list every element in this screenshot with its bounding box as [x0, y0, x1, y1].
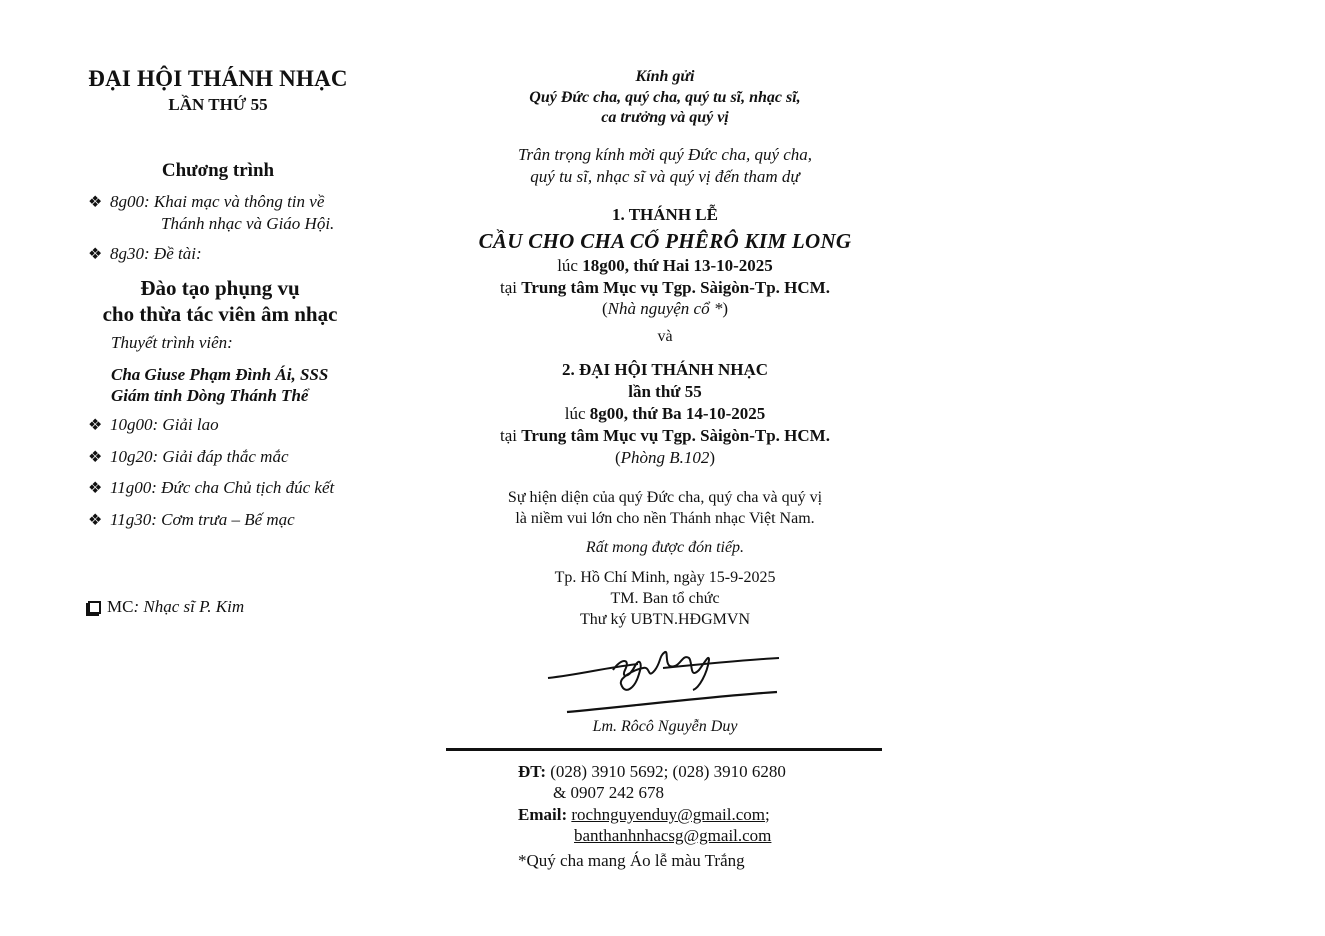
topic-title-line2: cho thừa tác viên âm nhạc	[102, 302, 338, 326]
program-item-text-continued: Thánh nhạc và Giáo Hội.	[161, 214, 335, 233]
event2-room-value: Phòng B.102	[620, 448, 710, 467]
diamond-bullet-icon: ❖	[88, 417, 103, 434]
diamond-bullet-icon: ❖	[88, 480, 103, 497]
diamond-bullet-icon: ❖	[88, 449, 103, 466]
welcome-line: Rất mong được đón tiếp.	[585, 539, 745, 556]
program-item	[88, 415, 219, 435]
phone-line2: & 0907 242 678	[553, 783, 664, 802]
conjunction-and: và	[657, 328, 673, 345]
diamond-bullet-icon: ❖	[88, 512, 103, 529]
paren-close: )	[722, 299, 729, 318]
recipients-line1: Quý Đức cha, quý cha, quý tu sĩ, nhạc sĩ,	[529, 89, 801, 106]
program-item-text: Đức cha Chủ tịch đúc kết	[161, 478, 335, 497]
paren-open: (	[614, 448, 621, 467]
program-column	[40, 0, 420, 936]
presence-line1: Sự hiện diện của quý Đức cha, quý cha và quý vị	[507, 489, 823, 506]
email-link-2[interactable]: banthanhnhacsg@gmail.com	[574, 826, 772, 845]
program-item	[88, 192, 324, 212]
phone-line1	[518, 762, 786, 782]
congress-edition: LẦN THỨ 55	[168, 95, 268, 114]
event1-time	[445, 256, 885, 276]
event1-place-prefix: tại	[500, 278, 522, 297]
topic-title	[70, 275, 370, 327]
diamond-bullet-icon: ❖	[88, 194, 103, 211]
program-item	[88, 244, 202, 264]
event1-room	[445, 299, 885, 319]
program-item-text: Giải đáp thắc mắc	[162, 447, 289, 466]
event1-heading: 1. THÁNH LỄ	[612, 205, 718, 224]
congress-title: ĐẠI HỘI THÁNH NHẠC	[88, 66, 348, 91]
event2-place-prefix: tại	[500, 426, 522, 445]
program-item-time: 11g00:	[110, 478, 157, 497]
event1-place	[445, 278, 885, 298]
speaker-label: Thuyết trình viên:	[111, 333, 233, 352]
event1-room-value: Nhà nguyện cổ *	[607, 299, 723, 318]
event2-heading: 2. ĐẠI HỘI THÁNH NHẠC	[561, 360, 769, 379]
event2-place	[445, 426, 885, 446]
invitation-line2: quý tu sĩ, nhạc sĩ và quý vị đến tham dự	[530, 167, 800, 186]
event2-subheading: lần thứ 55	[628, 382, 702, 401]
signer-name: Lm. Rôcô Nguyễn Duy	[592, 718, 738, 735]
mc-line	[88, 597, 244, 617]
program-item	[88, 447, 289, 467]
organizer-line: TM. Ban tổ chức	[610, 590, 720, 607]
recipients-line2: ca trưởng và quý vị	[601, 109, 729, 126]
paren-close: )	[709, 448, 716, 467]
email-link-1[interactable]: rochnguyenduy@gmail.com	[571, 805, 765, 824]
email-line1	[518, 805, 770, 825]
event2-time	[445, 404, 885, 424]
phone-label: ĐT:	[518, 762, 547, 781]
event2-time-value: 8g00, thứ Ba 14-10-2025	[589, 404, 766, 423]
event1-time-prefix: lúc	[557, 256, 583, 275]
program-item-text: Đề tài:	[153, 244, 202, 263]
program-item	[88, 478, 334, 498]
speaker-info	[111, 364, 328, 406]
phone-numbers: (028) 3910 5692; (028) 3910 6280	[550, 762, 786, 781]
program-heading: Chương trình	[161, 160, 275, 181]
program-item-text: Cơm trưa – Bế mạc	[161, 510, 295, 529]
email-label: Email:	[518, 805, 568, 824]
program-item-text: Giải lao	[162, 415, 219, 434]
email-separator: ;	[765, 805, 770, 824]
handwritten-signature	[543, 640, 783, 720]
topic-title-line1: Đào tạo phụng vụ	[140, 276, 300, 300]
program-item	[88, 510, 295, 530]
speaker-role: Giám tỉnh Dòng Thánh Thể	[111, 386, 309, 405]
program-item-text: Khai mạc và thông tin về	[153, 192, 325, 211]
checkbox-square-icon	[88, 601, 101, 614]
invitation-line1: Trân trọng kính mời quý Đức cha, quý cha,	[517, 145, 813, 164]
event2-place-value: Trung tâm Mục vụ Tgp. Sàigòn-Tp. HCM.	[521, 426, 830, 445]
event1-title: CẦU CHO CHA CỐ PHÊRÔ KIM LONG	[478, 229, 852, 253]
mc-value: : Nhạc sĩ P. Kim	[133, 597, 245, 616]
presence-line2: là niềm vui lớn cho nền Thánh nhạc Việt Nam.	[515, 510, 815, 527]
mc-label: MC	[107, 597, 134, 616]
event2-time-prefix: lúc	[564, 404, 590, 423]
diamond-bullet-icon: ❖	[88, 246, 103, 263]
date-line: Tp. Hồ Chí Minh, ngày 15-9-2025	[554, 569, 776, 586]
program-item-time: 8g00:	[110, 192, 150, 211]
vestment-note: *Quý cha mang Áo lễ màu Trắng	[518, 851, 745, 870]
event2-room	[445, 448, 885, 468]
greeting: Kính gửi	[635, 68, 695, 85]
divider-line	[446, 748, 882, 751]
program-item-time: 11g30:	[110, 510, 157, 529]
program-item-time: 8g30:	[110, 244, 150, 263]
event1-time-value: 18g00, thứ Hai 13-10-2025	[582, 256, 773, 275]
program-item-time: 10g00:	[110, 415, 159, 434]
paren-open: (	[601, 299, 608, 318]
program-item-time: 10g20:	[110, 447, 159, 466]
speaker-name: Cha Giuse Phạm Đình Ái, SSS	[111, 365, 329, 384]
event1-place-value: Trung tâm Mục vụ Tgp. Sàigòn-Tp. HCM.	[521, 278, 830, 297]
secretary-line: Thư ký UBTN.HĐGMVN	[580, 611, 750, 628]
